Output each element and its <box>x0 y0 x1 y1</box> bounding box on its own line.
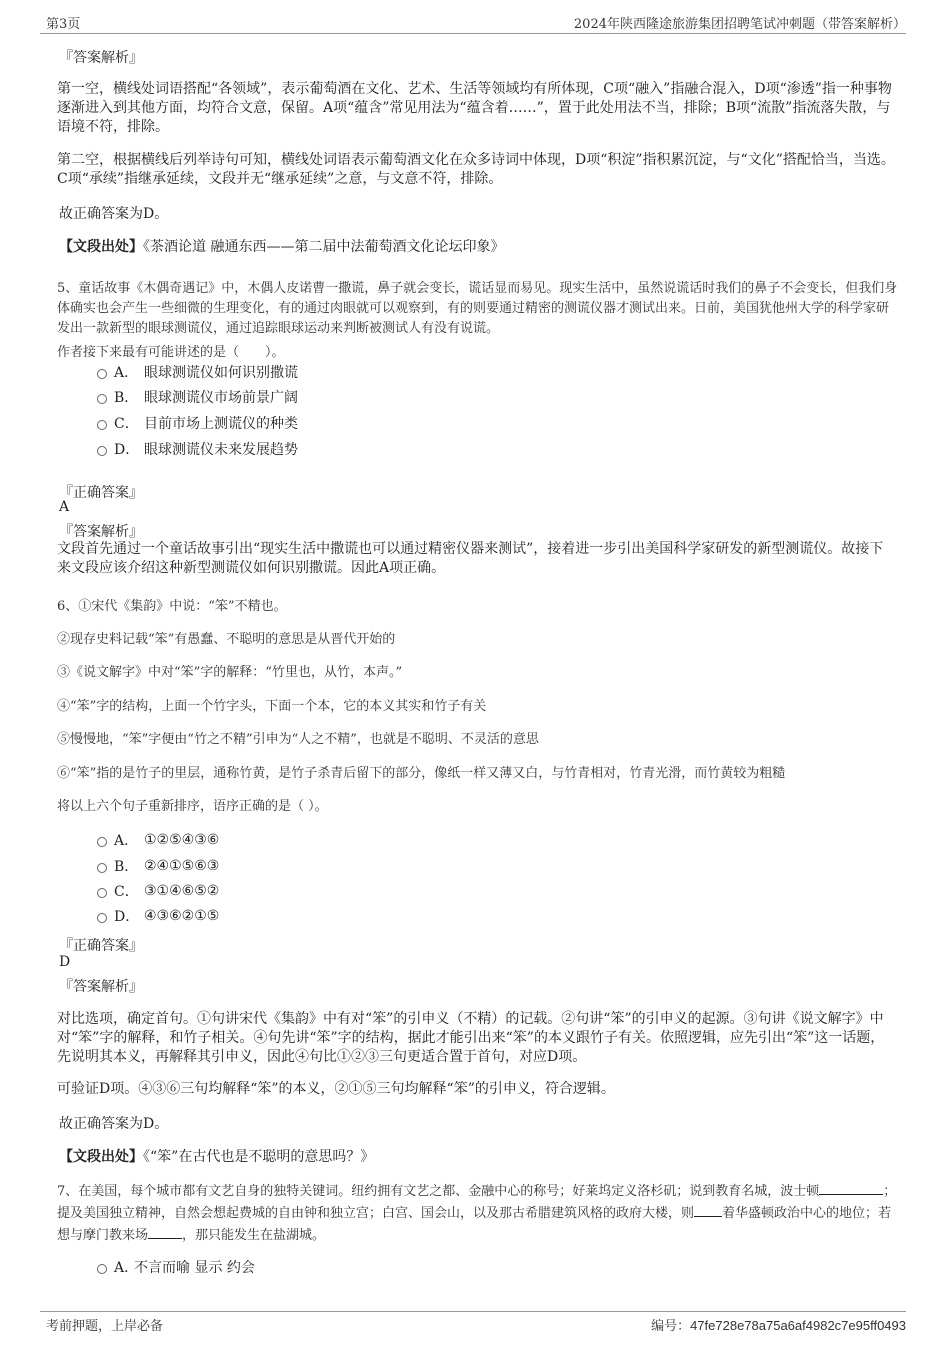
option-text: ③①④⑥⑤② <box>144 883 220 899</box>
q4-analysis-heading: 『答案解析』 <box>59 50 143 66</box>
q6-source-text: 《“笨”在古代也是不聪明的意思吗？》 <box>143 1149 375 1165</box>
q5-option-d[interactable] <box>97 439 298 459</box>
option-text: 眼球测谎仪如何识别撒谎 <box>144 365 298 381</box>
q6-line-1: 6、①宋代《集韵》中说：“笨”不精也。 <box>57 599 287 614</box>
footer-code-value: 47fe728e78a75a6af4982c7e95ff0493 <box>690 1318 906 1333</box>
option-letter: D． <box>114 442 140 458</box>
q6-analysis-para-1: 对比选项，确定首句。①句讲宋代《集韵》中有对“笨”的引申义（不精）的记载。②句讲“笨”的引申义的起源。③句讲《说文解字》中对“笨”字的解释，和竹子相关。④句先讲“笨”字的结构，据此才能引出来“笨”的本义跟竹子有关。依照逻辑，应先引出“笨”这一话题，先说明其本义，再解释其引申义，因此④句比①②③三句更适合置于首句，对应D项。 <box>57 1011 885 1065</box>
q6-option-d[interactable] <box>97 906 219 926</box>
q6-line-6: ⑥“笨”指的是竹子的里层，通称竹黄，是竹子杀青后留下的部分，像纸一样又薄又白，与竹青相对，竹青光滑，而竹黄较为粗糙 <box>57 766 786 781</box>
q6-prompt: 将以上六个句子重新排序，语序正确的是（ ）。 <box>57 799 328 814</box>
radio-icon[interactable] <box>97 1264 107 1274</box>
option-letter: C． <box>114 416 139 432</box>
q6-conclusion: 故正确答案为D。 <box>59 1116 169 1132</box>
option-letter: A． <box>114 365 139 381</box>
q5-stem: 5、童话故事《木偶奇遇记》中，木偶人皮诺曹一撒谎，鼻子就会变长，谎话显而易见。现实生活中，虽然说谎话时我们的鼻子不会变长，但我们身体确实也会产生一些细微的生理变化，有的通过肉眼就可以观察到，有的则要通过精密的测谎仪器才测试出来。日前，美国犹他州大学的科学家研发出一款新型的眼球测谎仪，通过追踪眼球运动来判断被测试人有没有说谎。 <box>57 281 898 336</box>
q4-source-label: 【文段出处】 <box>59 239 143 255</box>
q4-source <box>59 236 504 256</box>
blank-1 <box>819 1180 883 1195</box>
q7-stem-part-1: 7、在美国，每个城市都有文艺自身的独特关键词。纽约拥有文艺之都、金融中心的称号；好莱坞定义洛杉矶；说到教育名城，波士顿 <box>57 1184 820 1199</box>
radio-icon[interactable] <box>97 369 107 379</box>
option-text: 目前市场上测谎仪的种类 <box>144 416 298 432</box>
footer-code-label: 编号： <box>651 1319 691 1334</box>
option-text: ④③⑥②①⑤ <box>144 908 220 924</box>
q5-option-c[interactable] <box>97 413 298 433</box>
header-rule <box>40 33 906 34</box>
option-text: 不言而喻 显示 约会 <box>134 1260 255 1276</box>
page-number: 第3页 <box>46 17 81 32</box>
q6-answer: D <box>59 954 71 970</box>
q5-analysis: 文段首先通过一个童话故事引出“现实生活中撒谎也可以通过精密仪器来测试”，接着进一步引出美国科学家研发的新型测谎仪。故接下来文段应该介绍这种新型测谎仪如何识别撒谎。因此A项正确。 <box>57 541 884 576</box>
option-letter: A． <box>114 1260 139 1276</box>
q6-line-5: ⑤慢慢地，“笨”字便由“竹之不精”引申为“人之不精”，也就是不聪明、不灵活的意思 <box>57 732 539 747</box>
q5-prompt: 作者接下来最有可能讲述的是（ ）。 <box>57 345 285 360</box>
blank-3 <box>148 1224 182 1239</box>
option-text: 眼球测谎仪市场前景广阔 <box>144 390 298 406</box>
option-text: ②④①⑤⑥③ <box>144 858 220 874</box>
q6-option-c[interactable] <box>97 881 219 901</box>
q6-source-label: 【文段出处】 <box>59 1149 143 1165</box>
q6-line-2: ②现存史料记载“笨”有愚蠢、不聪明的意思是从晋代开始的 <box>57 632 396 647</box>
option-letter: A． <box>114 833 139 849</box>
radio-icon[interactable] <box>97 888 107 898</box>
q6-option-b[interactable] <box>97 856 219 876</box>
q6-answer-heading: 『正确答案』 <box>59 938 143 954</box>
q5-analysis-heading: 『答案解析』 <box>59 524 143 540</box>
q6-analysis-heading: 『答案解析』 <box>59 979 143 995</box>
radio-icon[interactable] <box>97 394 107 404</box>
q6-analysis-para-2: 可验证D项。④③⑥三句均解释“笨”的本义，②①⑤三句均解释“笨”的引申义，符合逻辑。 <box>57 1081 615 1097</box>
q6-option-a[interactable] <box>97 830 219 850</box>
q5-answer-heading: 『正确答案』 <box>59 485 143 501</box>
option-letter: B． <box>114 859 139 875</box>
q4-conclusion: 故正确答案为D。 <box>59 206 169 222</box>
option-text: 眼球测谎仪未来发展趋势 <box>144 442 298 458</box>
radio-icon[interactable] <box>97 446 107 456</box>
q4-analysis-para-2: 第二空，根据横线后列举诗句可知，横线处词语表示葡萄酒文化在众多诗词中体现，D项“积淀”指积累沉淀，与“文化”搭配恰当，当选。C项“承续”指继承延续，文段并无“继承延续”之意，与文意不符，排除。 <box>57 152 895 187</box>
q7-stem-part-2: ；提及美国独立精神，自然会想起费城的自由钟和独立宫；白宫、国会山，以及那古希腊建筑风格的政府大楼，则 <box>57 1184 897 1221</box>
option-letter: C． <box>114 884 139 900</box>
q6-line-3: ③《说文解字》中对“笨”字的解释：“竹里也，从竹，本声。” <box>57 665 403 680</box>
radio-icon[interactable] <box>97 837 107 847</box>
option-letter: B． <box>114 390 139 406</box>
radio-icon[interactable] <box>97 420 107 430</box>
q4-source-text: 《茶酒论道 融通东西——第二届中法葡萄酒文化论坛印象》 <box>143 239 505 255</box>
q7-stem-part-3: 着华盛顿政治中心的地位；若想与摩门教来场 <box>57 1206 892 1243</box>
footer-slogan: 考前押题，上岸必备 <box>46 1319 164 1334</box>
q6-source <box>59 1146 374 1166</box>
blank-2 <box>694 1202 722 1217</box>
radio-icon[interactable] <box>97 913 107 923</box>
option-text: ①②⑤④③⑥ <box>144 832 220 848</box>
document-title: 2024年陕西隆途旅游集团招聘笔试冲刺题（带答案解析） <box>573 17 906 32</box>
footer-code <box>651 1315 906 1334</box>
q7-stem <box>57 1180 899 1246</box>
q5-option-b[interactable] <box>97 387 298 407</box>
q5-answer: A <box>59 499 70 515</box>
q6-line-4: ④“笨”字的结构，上面一个竹字头，下面一个本，它的本义其实和竹子有关 <box>57 699 487 714</box>
footer-rule <box>40 1311 906 1312</box>
option-letter: D． <box>114 909 140 925</box>
q7-option-a[interactable] <box>97 1257 255 1277</box>
q4-analysis-para-1: 第一空，横线处词语搭配“各领域”，表示葡萄酒在文化、艺术、生活等领域均有所体现，C项“融入”指融合混入，D项“渗透”指一种事物逐渐进入到其他方面，均符合文意，保留。A项“蕴含”常见用法为“蕴含着……”，置于此处用法不当，排除；B项“流散”指流落失散，与语境不符，排除。 <box>57 81 892 135</box>
q5-option-a[interactable] <box>97 362 298 382</box>
radio-icon[interactable] <box>97 863 107 873</box>
q7-stem-part-4: ，那只能发生在盐湖城。 <box>182 1228 326 1243</box>
